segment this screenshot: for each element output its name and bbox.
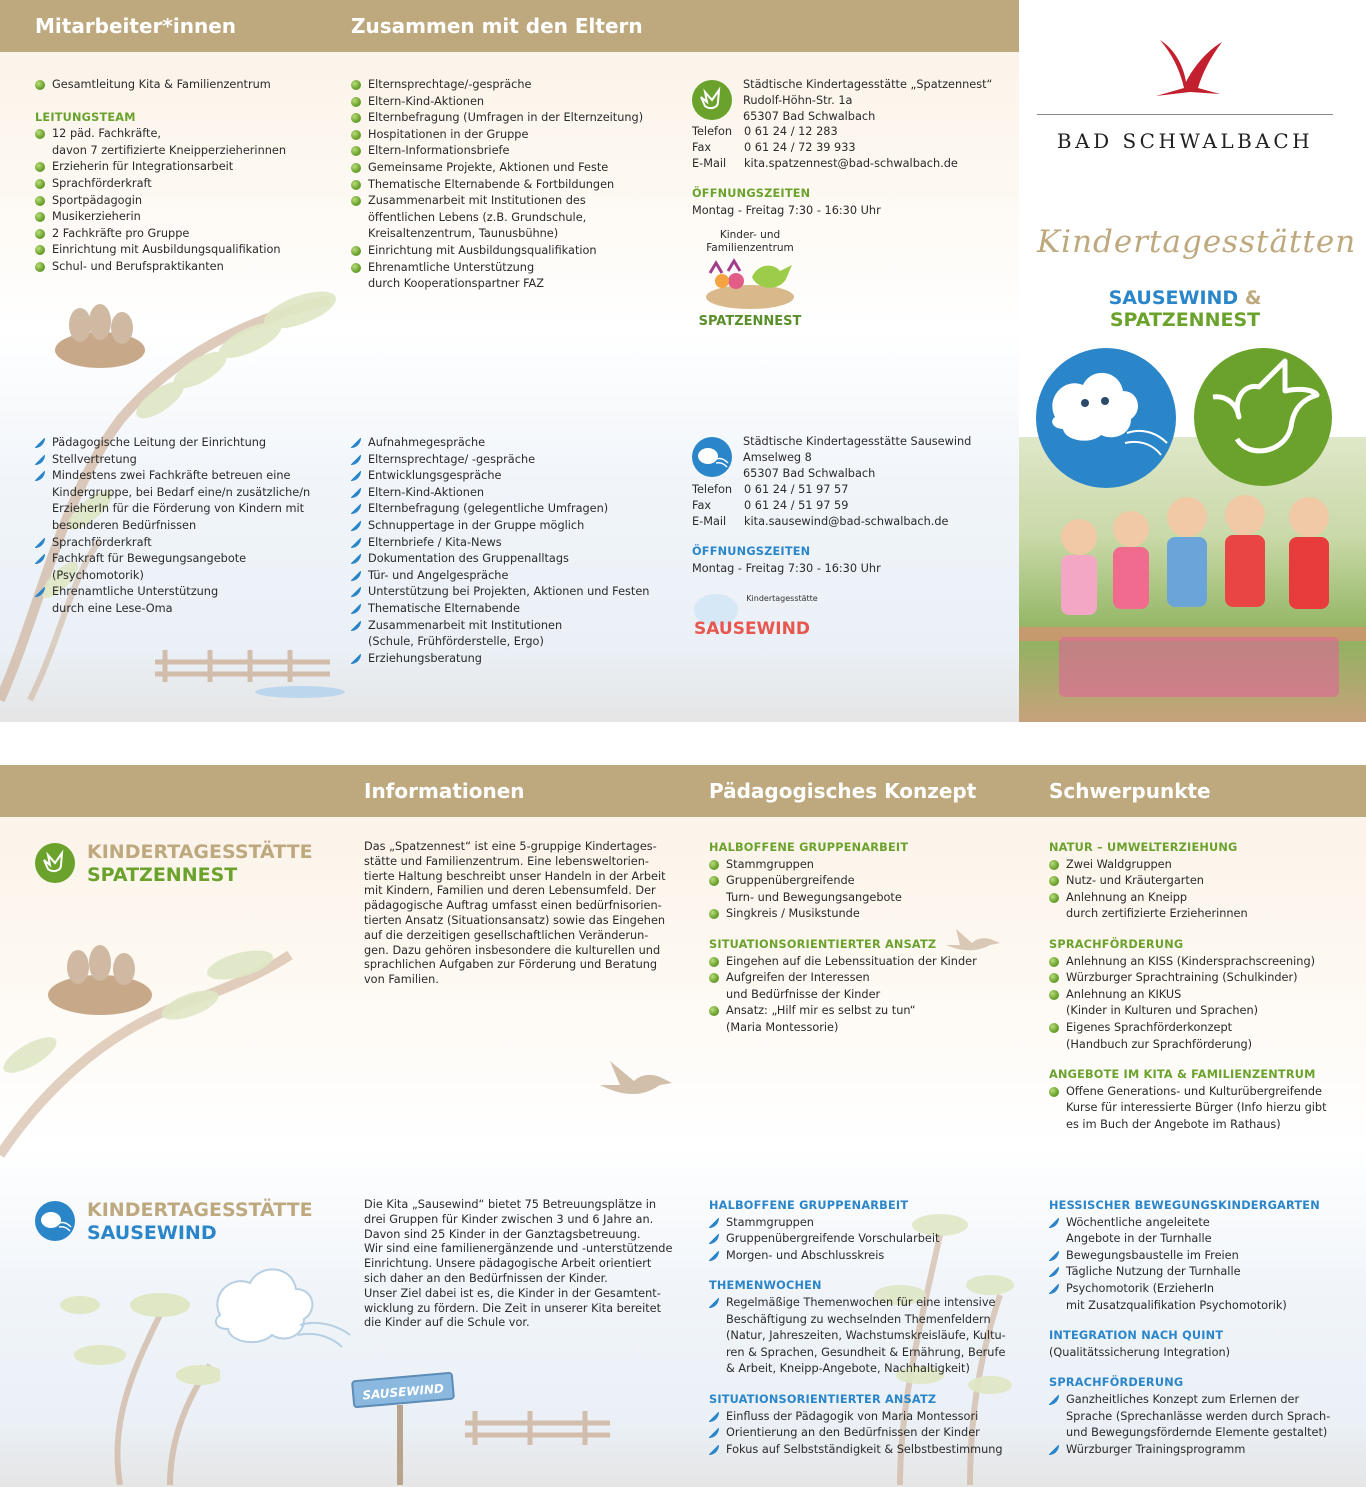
- list-item: Stellvertretung: [35, 452, 335, 469]
- list-item: Musikerzieherin: [35, 209, 335, 226]
- fax-label: Fax: [692, 141, 712, 154]
- list-item: Eltern-Kind-Aktionen: [351, 485, 671, 502]
- contact-name: Städtische Kindertagesstätte „Spatzennest“: [743, 78, 993, 91]
- tel-label: Telefon: [692, 483, 733, 496]
- list-item: Zwei Waldgruppen: [1049, 857, 1359, 874]
- parents-spatzennest: [351, 77, 671, 293]
- tel-value: 0 61 24 / 51 97 57: [744, 483, 849, 496]
- list-item: Wöchentliche angeleitete Angebote in der Turnhalle: [1049, 1215, 1359, 1248]
- list-item: Eltern-Informationsbriefe: [351, 143, 671, 160]
- section-heading: SPRACHFÖRDERUNG: [1049, 937, 1184, 951]
- bad-schwalbach-swallow-logo: [1150, 30, 1230, 102]
- list-item: Psychomotorik (ErzieherIn mit Zusatzqualifikation Psychomotorik): [1049, 1281, 1359, 1314]
- spatzennest-bird-icon: [35, 843, 75, 883]
- tree-illustration: [0, 895, 300, 1195]
- list-item: 12 päd. Fachkräfte, davon 7 zertifizierte Kneipperzieherinnen: [35, 126, 335, 159]
- list-item: Gesamtleitung Kita & Familienzentrum: [35, 77, 335, 94]
- label-line2: SPATZENNEST: [87, 864, 238, 886]
- list-item: Schnuppertage in der Gruppe möglich: [351, 518, 671, 535]
- section-heading: ANGEBOTE IM KITA & FAMILIENZENTRUM: [1049, 1068, 1316, 1082]
- parents-sausewind: [351, 435, 671, 667]
- list-item: Dokumentation des Gruppenalltags: [351, 551, 671, 568]
- list-item: Elternbriefe / Kita-News: [351, 535, 671, 552]
- label-line2: SAUSEWIND: [87, 1222, 217, 1244]
- list-item: Schul- und Berufspraktikanten: [35, 259, 335, 276]
- mail-label: E-Mail: [692, 157, 727, 170]
- section-heading: SITUATIONSORIENTIERTER ANSATZ: [709, 1392, 937, 1406]
- section-heading: SPRACHFÖRDERUNG: [1049, 1376, 1184, 1390]
- spatzennest-schwerpunkte: [1049, 840, 1359, 1134]
- section-heading: HALBOFFENE GRUPPENARBEIT: [709, 841, 909, 854]
- section-heading: NATUR – UMWELTERZIEHUNG: [1049, 841, 1238, 854]
- list-item: Stammgruppen: [709, 1215, 1029, 1232]
- sausewind-cloud-icon: [35, 1201, 75, 1241]
- list-item: Aufnahmegespräche: [351, 435, 671, 452]
- spatzennest-address: [743, 77, 992, 125]
- sausewind-logo-text: SAUSEWIND: [694, 619, 810, 639]
- title-mitarbeiter: Mitarbeiter*innen: [35, 14, 236, 38]
- label-line1: KINDERTAGESSTÄTTE: [87, 841, 313, 863]
- title-schwerpunkte: Schwerpunkte: [1049, 779, 1211, 803]
- sausewind-info-text: Die Kita „Sausewind“ bietet 75 Betreuungsplätze in drei Gruppen für Kinder zwischen 3 und 6 Jahre an. Davon sind 25 Kinder in der Ganztagsbetreuung. Wir sind eine familienergänzende und -unterstützende Einrichtung. Unsere pädagogische Arbeit orientiert sich daher an den Bedürfnissen der Kinder. Unser Ziel dabei ist es, die Kinder in der Gesamtent- wicklung zu fördern. Die Zeit in unserer Kita bereitet die Kinder auf die Schule vor.: [364, 1198, 673, 1330]
- list-item: Hospitationen in der Gruppe: [351, 127, 671, 144]
- list-item: Erzieherin für Integrationsarbeit: [35, 159, 335, 176]
- sausewind-konzept: [709, 1198, 1029, 1458]
- list-item: Anlehnung an KIKUS (Kinder in Kulturen und Sprachen): [1049, 987, 1359, 1020]
- sausewind-phone: [692, 482, 949, 530]
- mail-link[interactable]: kita.sausewind@bad-schwalbach.de: [744, 515, 949, 528]
- list-item: Eltern-Kind-Aktionen: [351, 94, 671, 111]
- cover-name-sausewind: SAUSEWIND: [1108, 287, 1239, 309]
- tel-label: Telefon: [692, 125, 733, 138]
- cover-script-title: Kindertagesstätten: [1037, 224, 1357, 260]
- list-item: Gemeinsame Projekte, Aktionen und Feste: [351, 160, 671, 177]
- list-item: Nutz- und Kräutergarten: [1049, 873, 1359, 890]
- list-item: Einrichtung mit Ausbildungsqualifikation: [351, 243, 671, 260]
- fax-value: 0 61 24 / 51 97 59: [744, 499, 849, 512]
- list-item: Mindestens zwei Fachkräfte betreuen eine Kindergruppe, bei Bedarf eine/n zusätzliche/n ErzieherIn für die Förderung von Kindern mit besonderen Bedürfnissen: [35, 468, 335, 534]
- brand-name: BAD SCHWALBACH: [1056, 129, 1314, 153]
- list-item: Zusammenarbeit mit Institutionen des öffentlichen Lebens (z.B. Grundschule, Kreisaltenzentrum, Taunusbühne): [351, 193, 671, 243]
- list-item: Elternbefragung (Umfragen in der Elternzeitung): [351, 110, 671, 127]
- spatzennest-bird-badge: [1193, 347, 1333, 487]
- brand-divider: [1037, 114, 1333, 115]
- list-item: Tägliche Nutzung der Turnhalle: [1049, 1264, 1359, 1281]
- spatzennest-logo: [692, 255, 812, 335]
- sausewind-sign-illustration: [345, 1365, 465, 1487]
- list-item: Sportpädagogin: [35, 193, 335, 210]
- list-item: Einrichtung mit Ausbildungsqualifikation: [35, 242, 335, 259]
- list-item: Pädagogische Leitung der Einrichtung: [35, 435, 335, 452]
- list-item: Würzburger Trainingsprogramm: [1049, 1442, 1359, 1459]
- section-text: (Qualitätssicherung Integration): [1049, 1345, 1231, 1359]
- brochure-outside: [0, 0, 1366, 722]
- spatzennest-info-text: Das „Spatzennest“ ist eine 5-gruppige Kindertages- stätte und Familienzentrum. Eine lebensweltorien- tierte Haltung beschreibt unser Handeln in der Arbeit mit Kindern, Familien und deren Lebensumfeld. Der pädagogische Auftrag umfasst einen bedürfnisorien- tierten Ansatz (Situationsansatz) sowie das Eingehen auf die derzeitigen gesellschaftlichen Veränderun- gen. Dazu gehören insbesondere die kulturellen und sprachlichen Aufgaben zur Förderung und Beratung von Familien.: [364, 840, 666, 987]
- sausewind-address: [743, 434, 971, 482]
- hours-value: Montag - Freitag 7:30 - 16:30 Uhr: [692, 204, 881, 217]
- list-item: Thematische Elternabende: [351, 601, 671, 618]
- staff-spatzennest: [35, 77, 335, 276]
- sausewind-schwerpunkte: [1049, 1198, 1359, 1458]
- fax-label: Fax: [692, 499, 712, 512]
- sausewind-cloud-badge: [1035, 347, 1177, 489]
- section-heading: SITUATIONSORIENTIERTER ANSATZ: [709, 937, 937, 951]
- list-item: Elternsprechtage/-gespräche: [351, 77, 671, 94]
- contact-name: Städtische Kindertagesstätte Sausewind: [743, 435, 972, 448]
- list-item: Anlehnung an Kneipp durch zertifizierte Erzieherinnen: [1049, 890, 1359, 923]
- staff-sausewind: [35, 435, 335, 618]
- title-informationen: Informationen: [364, 779, 525, 803]
- mail-label: E-Mail: [692, 515, 727, 528]
- contact-city: 65307 Bad Schwalbach: [743, 110, 876, 123]
- list-item: Sprachförderkraft: [35, 176, 335, 193]
- hours-heading: ÖFFNUNGSZEITEN: [692, 545, 811, 558]
- list-item: Thematische Elternabende & Fortbildungen: [351, 177, 671, 194]
- contact-street: Amselweg 8: [743, 451, 812, 464]
- cover-name-spatzennest: SPATZENNEST: [1109, 309, 1261, 331]
- list-item: Ehrenamtliche Unterstützung durch eine Lese-Oma: [35, 584, 335, 617]
- list-item: Ganzheitliches Konzept zum Erlernen der Sprache (Sprechanlässe werden durch Sprach- und Bewegungsfördernde Elemente gestaltet): [1049, 1392, 1359, 1442]
- spatzennest-logo-text: SPATZENNEST: [698, 314, 802, 329]
- list-item: Offene Generations- und Kulturübergreifende Kurse für interessierte Bürger (Info hierzu gibt es im Buch der Angebote im Rathaus): [1049, 1084, 1359, 1134]
- sausewind-cloud-icon: [692, 437, 732, 477]
- sausewind-logo: [690, 588, 820, 648]
- spatzennest-label: [87, 841, 313, 887]
- tel-value: 0 61 24 / 12 283: [744, 125, 838, 138]
- sign-text: SAUSEWIND: [361, 1381, 445, 1403]
- title-konzept: Pädagogisches Konzept: [709, 779, 977, 803]
- sausewind-label: [87, 1199, 313, 1245]
- section-heading: HALBOFFENE GRUPPENARBEIT: [709, 1199, 909, 1212]
- list-item: Singkreis / Musikstunde: [709, 906, 1029, 923]
- list-item: Würzburger Sprachtraining (Schulkinder): [1049, 970, 1359, 987]
- list-item: Aufgreifen der Interessen und Bedürfnisse der Kinder: [709, 970, 1029, 1003]
- spatzennest-logo-caption: Kinder- und Familienzentrum: [706, 229, 794, 254]
- contact-city: 65307 Bad Schwalbach: [743, 467, 876, 480]
- list-item: Elternbefragung (gelegentliche Umfragen): [351, 501, 671, 518]
- section-heading: THEMENWOCHEN: [709, 1279, 822, 1293]
- list-item: Gruppenübergreifende Vorschularbeit: [709, 1231, 1029, 1248]
- list-item: Zusammenarbeit mit Institutionen (Schule, Frühförderstelle, Ergo): [351, 618, 671, 651]
- spatzennest-bird-icon: [692, 80, 732, 120]
- fence-illustration: [460, 1405, 620, 1455]
- spatzennest-konzept: [709, 840, 1029, 1037]
- list-item: Eingehen auf die Lebenssituation der Kinder: [709, 954, 1029, 971]
- hours-value: Montag - Freitag 7:30 - 16:30 Uhr: [692, 562, 881, 575]
- list-item: Sprachförderkraft: [35, 535, 335, 552]
- list-item: Stammgruppen: [709, 857, 1029, 874]
- mail-link[interactable]: kita.spatzennest@bad-schwalbach.de: [744, 157, 958, 170]
- list-item: Entwicklungsgespräche: [351, 468, 671, 485]
- list-item: Fokus auf Selbstständigkeit & Selbstbestimmung: [709, 1442, 1029, 1459]
- brochure-inside: [0, 765, 1366, 1487]
- cover-kita-names: [1037, 287, 1333, 331]
- section-heading: HESSISCHER BEWEGUNGSKINDERGARTEN: [1049, 1199, 1320, 1212]
- hours-heading: ÖFFNUNGSZEITEN: [692, 187, 811, 200]
- contact-street: Rudolf-Höhn-Str. 1a: [743, 94, 853, 107]
- list-item: Orientierung an den Bedürfnissen der Kinder: [709, 1425, 1029, 1442]
- list-item: Erziehungsberatung: [351, 651, 671, 668]
- trees-illustration: [40, 1255, 220, 1485]
- title-eltern: Zusammen mit den Eltern: [351, 14, 643, 38]
- cover-amp: &: [1244, 287, 1262, 309]
- list-item: Ansatz: „Hilf mir es selbst zu tun“ (Maria Montessorie): [709, 1003, 1029, 1036]
- list-item: Eigenes Sprachförderkonzept (Handbuch zur Sprachförderung): [1049, 1020, 1359, 1053]
- list-item: 2 Fachkräfte pro Gruppe: [35, 226, 335, 243]
- section-heading: INTEGRATION NACH QUINT: [1049, 1329, 1224, 1343]
- sausewind-logo-caption: Kindertagesstätte: [746, 594, 818, 603]
- fax-value: 0 61 24 / 72 39 933: [744, 141, 856, 154]
- list-item: Regelmäßige Themenwochen für eine intensive Beschäftigung zu wechselnden Themenfeldern (Natur, Jahreszeiten, Wachstumskreisläufe, Kultu- ren & Sprachen, Gesundheit & Ernährung, Berufe & Arbeit, Kneipp-Angebote, Nachhaltigkeit): [709, 1295, 1029, 1378]
- label-line1: KINDERTAGESSTÄTTE: [87, 1199, 313, 1221]
- list-item: Elternsprechtage/ -gespräche: [351, 452, 671, 469]
- list-item: Ehrenamtliche Unterstützung durch Kooperationspartner FAZ: [351, 260, 671, 293]
- flying-bird-illustration: [590, 1055, 680, 1115]
- fence-illustration: [150, 640, 350, 700]
- list-item: Einfluss der Pädagogik von Maria Montessori: [709, 1409, 1029, 1426]
- list-item: Anlehnung an KISS (Kindersprachscreening): [1049, 954, 1359, 971]
- list-item: Morgen- und Abschlusskreis: [709, 1248, 1029, 1265]
- list-item: Bewegungsbaustelle im Freien: [1049, 1248, 1359, 1265]
- cloud-character-illustration: [200, 1255, 360, 1365]
- spatzennest-phone: [692, 124, 958, 172]
- list-item: Tür- und Angelgespräche: [351, 568, 671, 585]
- list-item: Unterstützung bei Projekten, Aktionen und Festen: [351, 584, 671, 601]
- list-item: Fachkraft für Bewegungsangebote (Psychomotorik): [35, 551, 335, 584]
- list-item: Gruppenübergreifende Turn- und Bewegungsangebote: [709, 873, 1029, 906]
- leitung-heading: LEITUNGSTEAM: [35, 110, 136, 124]
